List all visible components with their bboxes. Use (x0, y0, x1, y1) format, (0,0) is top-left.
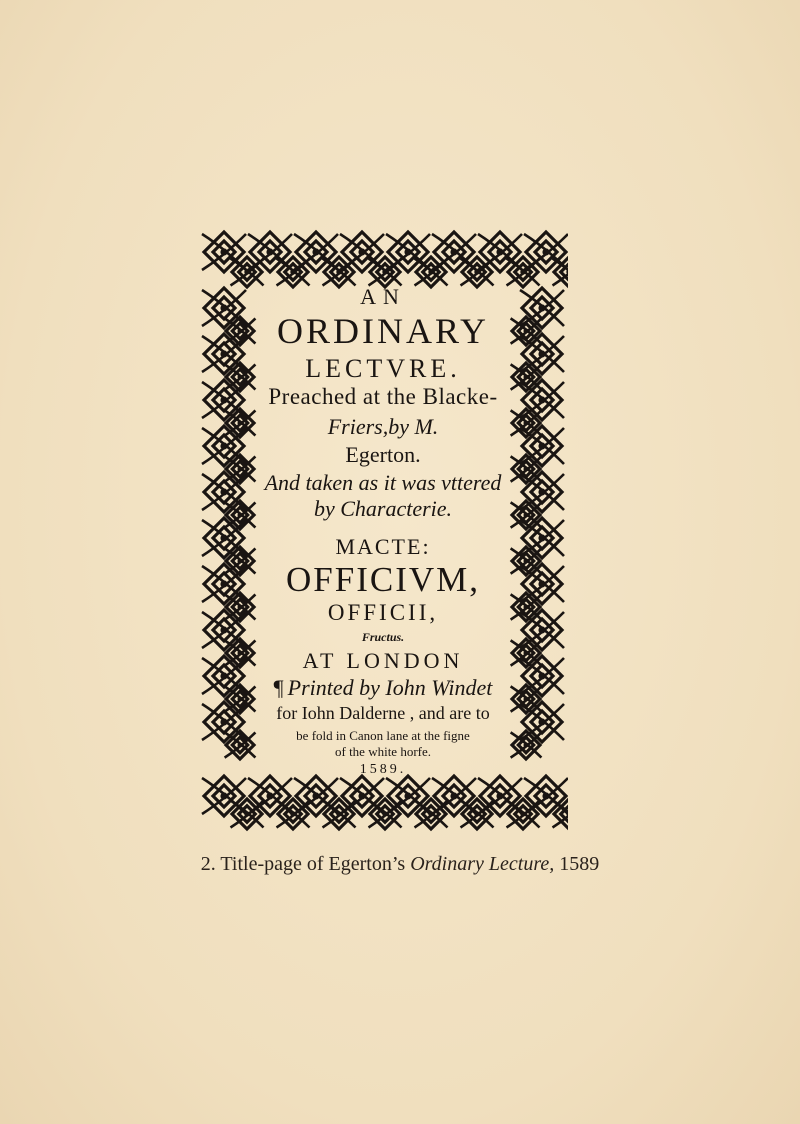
motto-officivm: OFFICIVM, (285, 560, 480, 599)
motto-officii: OFFICII, (327, 600, 439, 625)
imprint-printer-text: Printed by Iohn Windet (287, 675, 493, 700)
title-page-text (252, 282, 514, 792)
knot-ornament-icon (511, 731, 542, 759)
motto-fructus: Fructus. (361, 630, 405, 644)
line-friers: Friers,by M. (327, 414, 439, 439)
imprint-printer (252, 675, 514, 701)
imprint-london: AT LONDON (302, 648, 464, 673)
knot-ornament-icon (225, 731, 256, 759)
title-ordinary: ORDINARY (276, 311, 489, 351)
line-egerton: Egerton. (345, 442, 421, 467)
figure-caption (0, 853, 800, 876)
line-preached: Preached at the Blacke- (268, 384, 498, 409)
line-taken: And taken as it was vttered (264, 470, 502, 495)
caption-title: Ordinary Lecture, (410, 853, 555, 875)
caption-prefix: 2. Title-page of Egerton’s (200, 853, 411, 875)
motto-macte: MACTE: (335, 534, 431, 559)
imprint-shop: be fold in Canon lane at the figne (296, 728, 470, 743)
imprint-sign: of the white horfe. (334, 744, 432, 759)
title-lecture: LECTVRE. (305, 354, 461, 383)
caption-year: 1589 (554, 853, 600, 875)
line-characterie: by Characterie. (313, 496, 453, 521)
imprint-year: 1589. (359, 762, 407, 777)
knot-ornament-icon (524, 776, 568, 816)
pilcrow-icon: ¶ (273, 675, 284, 700)
imprint-publisher: for Iohn Dalderne , and are to (276, 703, 490, 723)
title-an: AN (360, 284, 406, 309)
knot-ornament-icon (202, 776, 246, 816)
